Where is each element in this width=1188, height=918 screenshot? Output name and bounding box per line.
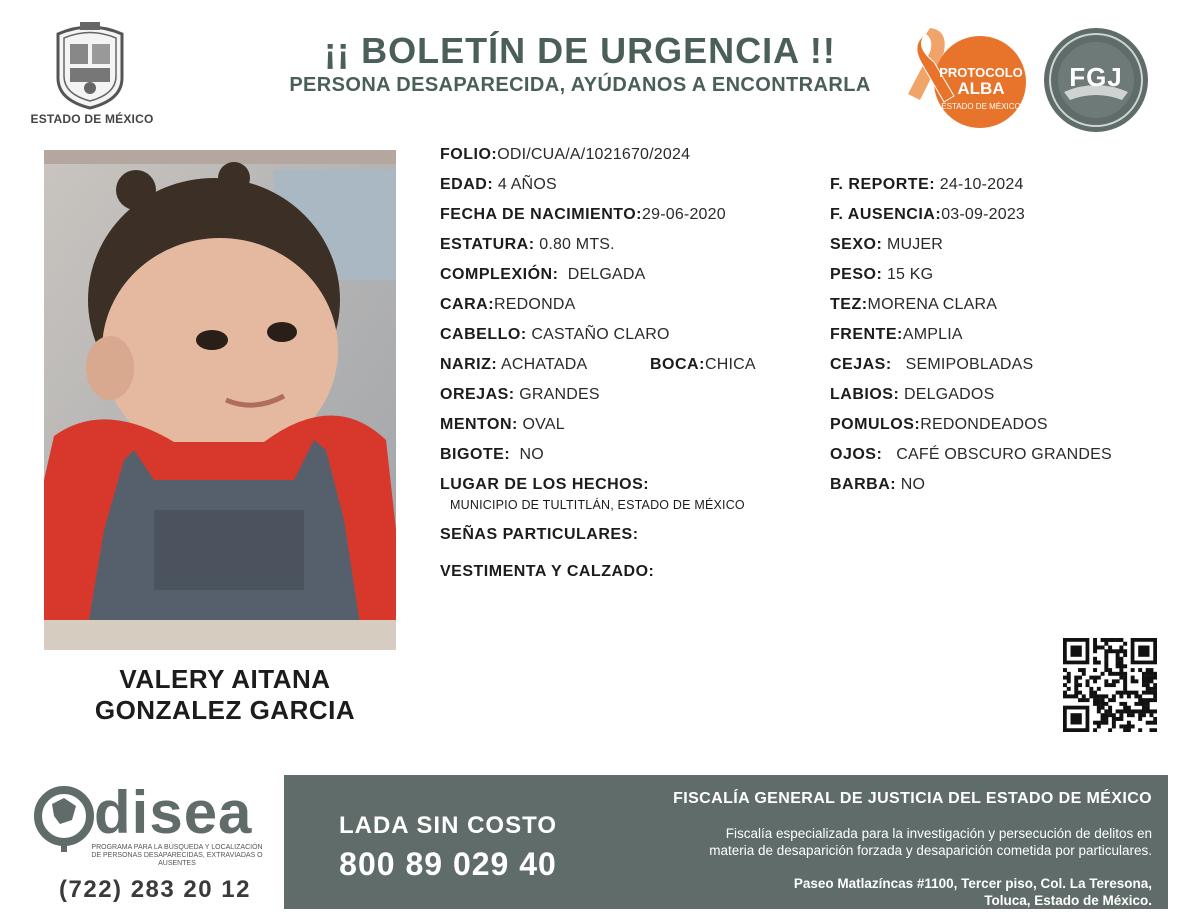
field-senas — [440, 526, 639, 544]
fgj-addr-line-1: Paseo Matlazíncas #1100, Tercer piso, Col. La Teresona, — [793, 876, 1152, 891]
field-nariz-value: ACHATADA — [500, 356, 588, 373]
alba-label-2: ALBA — [957, 79, 1005, 98]
field-estatura-value: 0.80 MTS. — [539, 236, 615, 253]
field-pomulos-label: POMULOS: — [830, 416, 921, 433]
missing-person-name — [50, 664, 400, 726]
field-orejas-label: OREJAS: — [440, 386, 515, 403]
field-nariz — [440, 356, 587, 374]
field-edad-value: 4 AÑOS — [497, 176, 557, 193]
field-ojos-value: CAFÉ OBSCURO GRANDES — [896, 446, 1112, 463]
field-sexo-value: MUJER — [886, 236, 944, 253]
bulletin-subtitle: PERSONA DESAPARECIDA, AYÚDANOS A ENCONTRARLA — [289, 74, 871, 96]
missing-person-photo — [44, 150, 396, 650]
field-cara — [440, 296, 575, 314]
field-senas-label: SEÑAS PARTICULARES: — [440, 526, 639, 543]
field-sexo — [830, 236, 943, 254]
field-ausencia-label: F. AUSENCIA: — [830, 206, 942, 223]
field-orejas — [440, 386, 600, 404]
alba-label-1: PROTOCOLO — [939, 65, 1023, 80]
field-estatura-label: ESTATURA: — [440, 236, 535, 253]
protocolo-alba-logo — [900, 22, 1032, 132]
field-labios-value: DELGADOS — [903, 386, 995, 403]
field-cejas-label: CEJAS: — [830, 356, 892, 373]
field-bigote-label: BIGOTE: — [440, 446, 511, 463]
field-tez-label: TEZ: — [830, 296, 868, 313]
field-ausencia — [830, 206, 1025, 224]
field-cejas-value: SEMIPOBLADAS — [905, 356, 1034, 373]
fgj-desc-line-2: materia de desaparición forzada y desaparición cometida por particulares. — [709, 843, 1152, 858]
field-cejas — [830, 356, 1033, 374]
field-nacimiento — [440, 206, 726, 224]
odisea-tagline-2: DE PERSONAS DESAPARECIDAS, EXTRAVIADAS O — [91, 852, 263, 859]
field-lugar-label: LUGAR DE LOS HECHOS: — [440, 476, 650, 493]
field-nacimiento-value: 29-06-2020 — [642, 206, 726, 223]
state-coat-of-arms — [50, 20, 130, 110]
field-boca-value: CHICA — [704, 356, 756, 373]
field-barba — [830, 476, 925, 494]
field-cara-value: REDONDA — [494, 296, 576, 313]
field-edad-label: EDAD: — [440, 176, 494, 193]
fgj-logo — [1042, 26, 1150, 134]
field-peso-label: PESO: — [830, 266, 883, 283]
field-pomulos — [830, 416, 1048, 434]
odisea-tagline-1: PROGRAMA PARA LA BÚSQUEDA Y LOCALIZACIÓN — [91, 844, 263, 851]
state-name: ESTADO DE MÉXICO — [30, 112, 154, 126]
field-orejas-value: GRANDES — [519, 386, 600, 403]
field-ojos — [830, 446, 1112, 464]
field-peso-value: 15 KG — [886, 266, 934, 283]
field-estatura — [440, 236, 615, 254]
lada-label: LADA SIN COSTO — [338, 812, 557, 839]
field-reporte — [830, 176, 1024, 194]
field-boca — [650, 356, 756, 374]
field-nacimiento-label: FECHA DE NACIMIENTO: — [440, 206, 642, 223]
field-ojos-label: OJOS: — [830, 446, 883, 463]
field-folio-label: FOLIO: — [440, 146, 498, 163]
field-lugar-value: MUNICIPIO DE TULTITLÁN, ESTADO DE MÉXICO — [450, 498, 745, 512]
field-edad — [440, 176, 557, 194]
field-labios-label: LABIOS: — [830, 386, 900, 403]
fgj-address — [600, 875, 1152, 909]
field-complexion-label: COMPLEXIÓN: — [440, 266, 559, 283]
field-vestimenta-label: VESTIMENTA Y CALZADO: — [440, 563, 655, 580]
lada-number[interactable]: 800 89 029 40 — [339, 846, 557, 882]
field-ausencia-value: 03-09-2023 — [941, 206, 1026, 223]
field-bigote-value: NO — [519, 446, 544, 463]
odisea-phone[interactable]: (722) 283 20 12 — [59, 876, 251, 903]
field-frente — [830, 326, 963, 344]
odisea-tagline — [82, 844, 272, 868]
field-boca-label: BOCA: — [650, 356, 705, 373]
field-lugar — [440, 476, 649, 494]
fgj-description — [600, 825, 1152, 859]
field-nariz-label: NARIZ: — [440, 356, 498, 373]
field-folio — [440, 146, 690, 164]
field-frente-value: AMPLIA — [902, 326, 963, 343]
field-sexo-label: SEXO: — [830, 236, 883, 253]
field-vestimenta — [440, 563, 654, 581]
bulletin-title: ¡¡ BOLETÍN DE URGENCIA !! — [324, 30, 836, 71]
field-bigote — [440, 446, 544, 464]
field-cabello-value: CASTAÑO CLARO — [531, 326, 670, 343]
field-folio-value: ODI/CUA/A/1021670/2024 — [497, 146, 691, 163]
fgj-logo-letters: FGJ — [1069, 62, 1123, 92]
field-barba-value: NO — [900, 476, 926, 493]
field-pomulos-value: REDONDEADOS — [920, 416, 1048, 433]
qr-code[interactable] — [1063, 638, 1157, 732]
field-reporte-label: F. REPORTE: — [830, 176, 936, 193]
field-menton — [440, 416, 565, 434]
odisea-tagline-3: AUSENTES — [158, 860, 196, 867]
field-peso — [830, 266, 933, 284]
field-complexion-value: DELGADA — [567, 266, 646, 283]
field-frente-label: FRENTE: — [830, 326, 903, 343]
fgj-addr-line-2: Toluca, Estado de México. — [984, 893, 1152, 908]
person-name-line-2: GONZALEZ GARCIA — [94, 695, 356, 725]
field-cara-label: CARA: — [440, 296, 495, 313]
field-menton-value: OVAL — [522, 416, 565, 433]
field-reporte-value: 24-10-2024 — [939, 176, 1024, 193]
field-tez — [830, 296, 997, 314]
alba-label-3: ESTADO DE MÉXICO — [941, 102, 1021, 111]
odisea-logo — [34, 779, 274, 876]
field-cabello — [440, 326, 670, 344]
field-tez-value: MORENA CLARA — [867, 296, 998, 313]
person-name-line-1: VALERY AITANA — [119, 664, 331, 694]
field-cabello-label: CABELLO: — [440, 326, 527, 343]
fgj-desc-line-1: Fiscalía especializada para la investigación y persecución de delitos en — [725, 826, 1152, 841]
fgj-title: FISCALÍA GENERAL DE JUSTICIA DEL ESTADO DE MÉXICO — [673, 790, 1152, 807]
field-menton-label: MENTON: — [440, 416, 518, 433]
field-complexion — [440, 266, 646, 284]
field-barba-label: BARBA: — [830, 476, 897, 493]
field-labios — [830, 386, 994, 404]
odisea-wordmark: disea — [94, 779, 253, 846]
